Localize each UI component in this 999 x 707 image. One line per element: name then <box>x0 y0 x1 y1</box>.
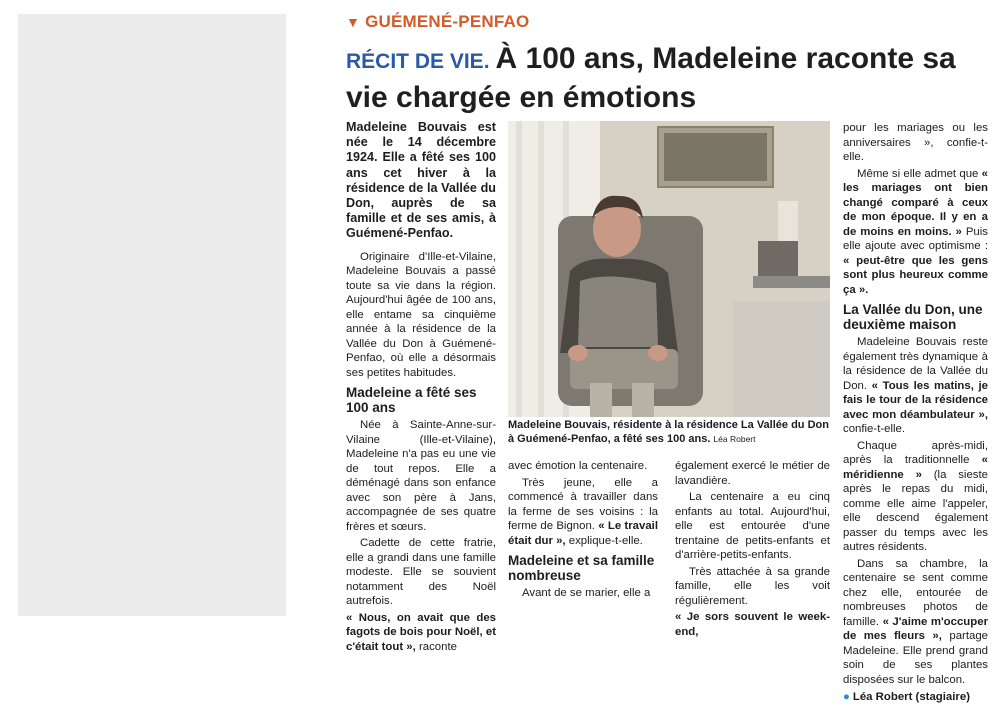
scan-margin <box>18 14 286 616</box>
quote-paragraph <box>843 439 988 555</box>
paragraph: Née à Sainte-Anne-sur-Vilaine (Ille-et-Vilaine), Madeleine n'a pas eu une vie de tout repos. Elle a déménagé dans son enfance avec son père à Jans, accompagnée de ses quatre frères et sœurs. <box>346 419 496 533</box>
quote: « Tous les matins, je fais le tour de la résidence avec mon déambulateur », <box>843 379 988 421</box>
paragraph: Avant de se marier, elle a <box>522 587 651 599</box>
quote-paragraph <box>508 476 658 549</box>
paragraph-text: confie-t-elle. <box>843 423 906 435</box>
paragraph: Très attachée à sa grande famille, elle les voit régulièrement. <box>675 565 830 607</box>
paragraph-text: Très jeune, elle a commencé à travailler dans la ferme de ses voisins : la ferme de Bignon. <box>508 476 658 532</box>
byline-dot-icon: ● <box>843 691 850 703</box>
column-3 <box>675 459 830 641</box>
quote: « Le travail était dur », <box>508 520 658 547</box>
paragraph <box>843 121 988 165</box>
subheading: Madeleine a fêté ses 100 ans <box>346 385 477 415</box>
paragraph: avec émotion la centenaire. <box>508 460 648 472</box>
column-2 <box>508 459 658 603</box>
quote: « J'aime m'occuper de mes fleurs », <box>843 615 988 642</box>
quote: « méridienne » <box>843 454 988 481</box>
paragraph-text: explique-t-elle. <box>565 534 643 547</box>
quote-paragraph <box>843 335 988 437</box>
rubric-label: GUÉMENÉ-PENFAO <box>365 12 530 31</box>
quote: « Je sors souvent le week-end, <box>675 611 830 638</box>
headline-text: À 100 ans, Madeleine raconte sa vie chargée en émotions <box>346 42 956 114</box>
photo-credit: Léa Robert <box>713 433 756 444</box>
quote-paragraph <box>675 610 830 639</box>
paragraph-text: Chaque après-midi, après la traditionnelle <box>843 439 988 466</box>
byline-text: Léa Robert (stagiaire) <box>852 691 970 703</box>
article-headline <box>346 41 966 116</box>
paragraph-text: confie-t-elle. <box>843 136 988 163</box>
photo-caption <box>508 419 830 446</box>
quote-paragraph <box>346 611 496 655</box>
paragraph-text: Madeleine Bouvais reste également très dynamique à la résidence de la Vallée du Don. <box>843 336 988 392</box>
headline-kicker: RÉCIT DE VIE. <box>346 50 490 73</box>
paragraph-text: partage Madeleine. Elle prend grand soin de ses plantes disposées sur le balcon. <box>843 630 988 686</box>
photo-illustration <box>508 121 830 417</box>
paragraph-text: Puis elle ajoute avec optimisme : <box>843 225 988 252</box>
quote-paragraph <box>843 167 988 298</box>
quote: « peut-être que les gens sont plus heureux comme ça ». <box>843 254 988 296</box>
article-photo <box>508 121 830 417</box>
paragraph-text: (la sieste après le repas du midi, comme elle aime l'appeler, elle descend également passer du temps avec les autres résidents. <box>843 468 988 553</box>
subheading: Madeleine et sa famille nombreuse <box>508 553 655 583</box>
paragraph: La centenaire a eu cinq enfants au total. Aujourd'hui, elle est entourée d'une trentaine de petits-enfants et d'arrière-petits-enfants. <box>675 491 830 561</box>
paragraph-text: Même si elle admet que <box>857 167 982 180</box>
column-4 <box>843 121 988 707</box>
quote-paragraph <box>843 557 988 688</box>
column-1 <box>346 120 496 656</box>
paragraph-text: Dans sa chambre, la centenaire se sent comme chez elle, entourée de nombreuses photos de famille. <box>843 557 988 628</box>
paragraph: Cadette de cette fratrie, elle a grandi dans une famille modeste. Elle se souvient notamment des Noël autrefois. <box>346 537 496 608</box>
byline <box>843 690 988 705</box>
newspaper-page <box>290 8 990 703</box>
article-lead: Madeleine Bouvais est née le 14 décembre 1924. Elle a fêté ses 100 ans cet hiver à la résidence de la Vallée du Don, auprès de sa famille et de ses amis, à Guémené-Penfao. <box>346 120 496 241</box>
subheading: La Vallée du Don, une deuxième maison <box>843 302 983 332</box>
quote-attribution: raconte <box>415 640 457 653</box>
location-marker-icon: ▼ <box>346 14 361 30</box>
quote: « les mariages ont bien changé comparé à ceux de mon époque. Il y en a de moins en moins. » <box>843 167 988 238</box>
paragraph: Originaire d'Ille-et-Vilaine, Madeleine Bouvais a passé toute sa vie dans la région. Aujourd'hui âgée de 100 ans, elle entame sa cinquième année à la résidence de la Vallée du Don à Guémené-Penfao, où elle a désormais ses petites habitudes. <box>346 250 496 379</box>
section-rubric <box>346 12 529 32</box>
quote: « Nous, on avait que des fagots de bois pour Noël, et c'était tout », <box>346 611 496 653</box>
paragraph-text: pour les mariages ou les anniversaires », <box>843 122 988 149</box>
paragraph: également exercé le métier de lavandière. <box>675 460 830 487</box>
caption-text: Madeleine Bouvais, résidente à la résidence La Vallée du Don à Guémené-Penfao, a fêté ses 100 ans. <box>508 419 829 445</box>
